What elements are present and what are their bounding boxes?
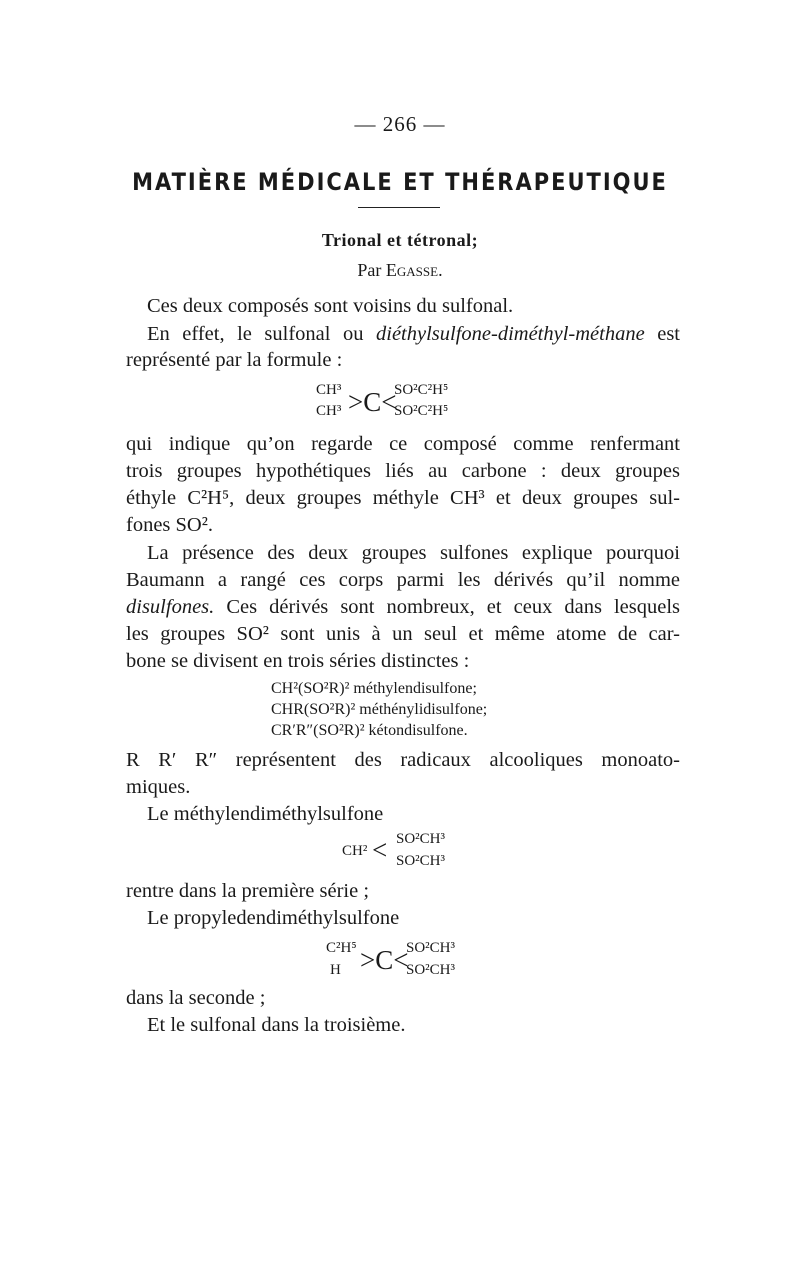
paragraph-line: R R′ R″ représentent des radicaux alcooliques monoato- bbox=[126, 749, 680, 771]
text-run: Ces dérivés sont nombreux, et ceux dans lesquels bbox=[226, 596, 680, 618]
formula-carbon-bonds: >C< bbox=[348, 387, 397, 417]
series-item: CHR(SO²R)² méthénylidisulfone; bbox=[271, 701, 488, 718]
italic-term: disulfones. bbox=[126, 596, 215, 618]
paragraph-line: les groupes SO² sont unis à un seul et même atome de car- bbox=[126, 623, 680, 645]
paragraph-line: fones SO². bbox=[126, 514, 214, 536]
formula-left-bottom: H bbox=[330, 962, 341, 978]
paragraph-line: La présence des deux groupes sulfones explique pourquoi bbox=[147, 542, 680, 564]
sulfonal-formula bbox=[316, 380, 516, 426]
formula-right-top: SO²CH³ bbox=[396, 831, 446, 847]
propyliden-formula bbox=[326, 938, 506, 984]
heading-divider bbox=[358, 207, 440, 208]
article-byline bbox=[0, 260, 800, 281]
paragraph-line: Le méthylendiméthylsulfone bbox=[147, 803, 384, 825]
paragraph-line: trois groupes hypothétiques liés au carbone : deux groupes bbox=[126, 460, 680, 482]
paragraph-line: Baumann a rangé ces corps parmi les dérivés qu’il nomme bbox=[126, 569, 680, 591]
methylen-formula bbox=[342, 830, 502, 874]
paragraph-line: bone se divisent en trois séries distinctes : bbox=[126, 650, 470, 672]
series-item: CR′R″(SO²R)² kétondisulfone. bbox=[271, 722, 468, 739]
paragraph-line: éthyle C²H⁵, deux groupes méthyle CH³ et deux groupes sul- bbox=[126, 487, 680, 509]
paragraph-line: qui indique qu’on regarde ce composé comme renfermant bbox=[126, 433, 680, 455]
paragraph-line: dans la seconde ; bbox=[126, 987, 266, 1009]
text-run: est bbox=[657, 323, 680, 345]
formula-right-top: SO²C²H⁵ bbox=[394, 382, 449, 398]
formula-left: CH² bbox=[342, 843, 368, 859]
formula-carbon-bonds: >C< bbox=[360, 945, 409, 975]
article-title: Trional et tétronal; bbox=[321, 230, 479, 250]
paragraph-line: rentre dans la première série ; bbox=[126, 880, 370, 902]
author-name: Egasse. bbox=[385, 260, 443, 280]
formula-right-top: SO²CH³ bbox=[406, 940, 456, 956]
paragraph-line: Et le sulfonal dans la troisième. bbox=[147, 1014, 406, 1036]
formula-right-bottom: SO²CH³ bbox=[406, 962, 456, 978]
formula-right-bottom: SO²C²H⁵ bbox=[394, 403, 449, 419]
page-number: — 266 — bbox=[354, 112, 446, 136]
section-heading: MATIÈRE MÉDICALE ET THÉRAPEUTIQUE bbox=[132, 168, 668, 196]
formula-right-bottom: SO²CH³ bbox=[396, 853, 446, 869]
formula-left-bottom: CH³ bbox=[316, 403, 342, 419]
formula-left-top: CH³ bbox=[316, 382, 342, 398]
paragraph-line: Le propyledendiméthylsulfone bbox=[147, 907, 400, 929]
paragraph-line: Ces deux composés sont voisins du sulfonal. bbox=[147, 295, 514, 317]
series-item: CH²(SO²R)² méthylendisulfone; bbox=[271, 680, 477, 697]
text-run: En effet, le sulfonal ou bbox=[147, 323, 364, 345]
paragraph-line bbox=[126, 597, 680, 618]
formula-bonds: < bbox=[372, 835, 388, 865]
italic-term: diéthylsulfone-diméthyl-méthane bbox=[376, 323, 645, 345]
formula-left-top: C²H⁵ bbox=[326, 940, 357, 956]
paragraph-line bbox=[147, 324, 680, 345]
paragraph-line: représenté par la formule : bbox=[126, 349, 343, 371]
paragraph-line: miques. bbox=[126, 776, 191, 798]
byline-prefix: Par bbox=[357, 260, 382, 280]
